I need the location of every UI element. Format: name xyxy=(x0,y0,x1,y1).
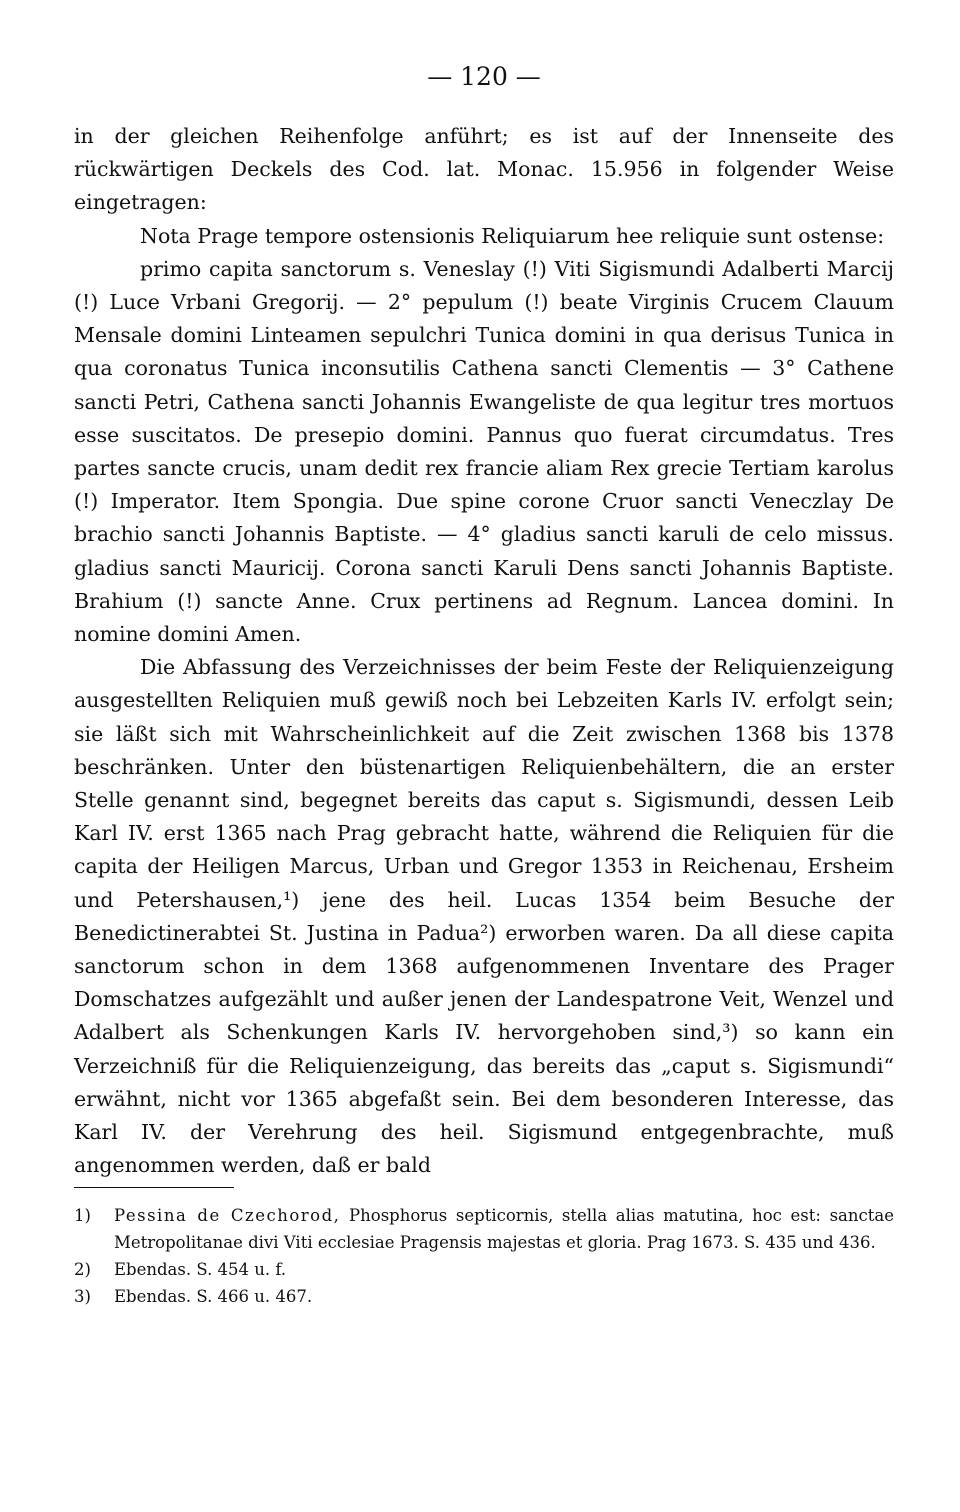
document-page xyxy=(74,62,894,1310)
footnote-1 xyxy=(74,1202,894,1256)
main-text xyxy=(74,120,894,1183)
footnote-3 xyxy=(74,1283,894,1310)
footnotes xyxy=(74,1202,894,1310)
footnote-body: Ebendas. S. 454 u. f. xyxy=(114,1259,287,1279)
footnote-divider xyxy=(74,1187,234,1188)
footnote-body: Ebendas. S. 466 u. 467. xyxy=(114,1286,313,1306)
paragraph-intro: in der gleichen Reihenfolge anführt; es ist auf der Innenseite des rückwärtigen Deckels des Cod. lat. Monac. 15.956 in folgender Weise eingetragen: xyxy=(74,124,894,215)
footnote-author: Pessina de Czechorod, xyxy=(114,1205,341,1225)
footnote-text xyxy=(114,1202,894,1256)
footnote-number: 2) xyxy=(74,1259,91,1279)
paragraph-commentary: Die Abfassung des Verzeichnisses der beim Feste der Reliquienzeigung ausgestellten Reliquien muß gewiß noch bei Lebzeiten Karls IV. erfolgt sein; sie läßt sich mit Wahrscheinlichkeit auf die Zeit zwischen 1368 bis 1378 beschränken. Unter den büstenartigen Reliquienbehältern, die an erster Stelle genannt sind, begegnet bereits das caput s. Sigismundi, dessen Leib Karl IV. erst 1365 nach Prag gebracht hatte, während die Reliquien für die capita der Heiligen Marcus, Urban und Gregor 1353 in Reichenau, Ersheim und Petershausen,¹) jene des heil. Lucas 1354 beim Besuche der Benedictinerabtei St. Justina in Padua²) erworben waren. Da all diese capita sanctorum schon in dem 1368 aufgenommenen Inventare des Prager Domschatzes aufgezählt und außer jenen der Landespatrone Veit, Wenzel und Adalbert als Schenkungen Karls IV. hervorgehoben sind,³) so kann ein Verzeichniß für die Reliquienzeigung, das bereits das „caput s. Sigismundi“ erwähnt, nicht vor 1365 abgefaßt sein. Bei dem besonderen Interesse, das Karl IV. der Verehrung des heil. Sigismund entgegenbrachte, muß angenommen werden, daß er bald xyxy=(74,655,894,1178)
paragraph-quote-list: primo capita sanctorum s. Veneslay (!) Viti Sigismundi Adalberti Marcij (!) Luce Vrbani Gregorij. — 2° pepulum (!) beate Virginis Crucem Clauum Mensale domini Linteamen sepulchri Tunica domini in qua derisus Tunica in qua coronatus Tunica inconsutilis Cathena sancti Clementis — 3° Cathene sancti Petri, Cathena sancti Johannis Ewangeliste de qua legitur tres mortuos esse suscitatos. De presepio domini. Pannus quo fuerat circumdatus. Tres partes sancte crucis, unam dedit rex francie aliam Rex grecie Tertiam karolus (!) Imperator. Item Spongia. Due spine corone Cruor sancti Veneczlay De brachio sancti Johannis Baptiste. — 4° gladius sancti karuli de celo missus. gladius sancti Mauricij. Corona sancti Karuli Dens sancti Johannis Baptiste. Brahium (!) sancte Anne. Crux pertinens ad Regnum. Lancea domini. In nomine domini Amen. xyxy=(74,256,894,647)
footnote-number: 1) xyxy=(74,1205,91,1225)
footnote-2 xyxy=(74,1256,894,1283)
footnote-body: Phosphorus septicornis, stella alias matutina, hoc est: sanctae Metropolitanae divi Viti ecclesiae Pragensis majestas et gloria. Prag 1673. S. 435 und 436. xyxy=(114,1205,894,1252)
paragraph-quote-heading: Nota Prage tempore ostensionis Reliquiarum hee reliquie sunt ostense: xyxy=(140,223,885,248)
page-number: — 120 — xyxy=(427,62,541,91)
footnote-number: 3) xyxy=(74,1286,91,1306)
